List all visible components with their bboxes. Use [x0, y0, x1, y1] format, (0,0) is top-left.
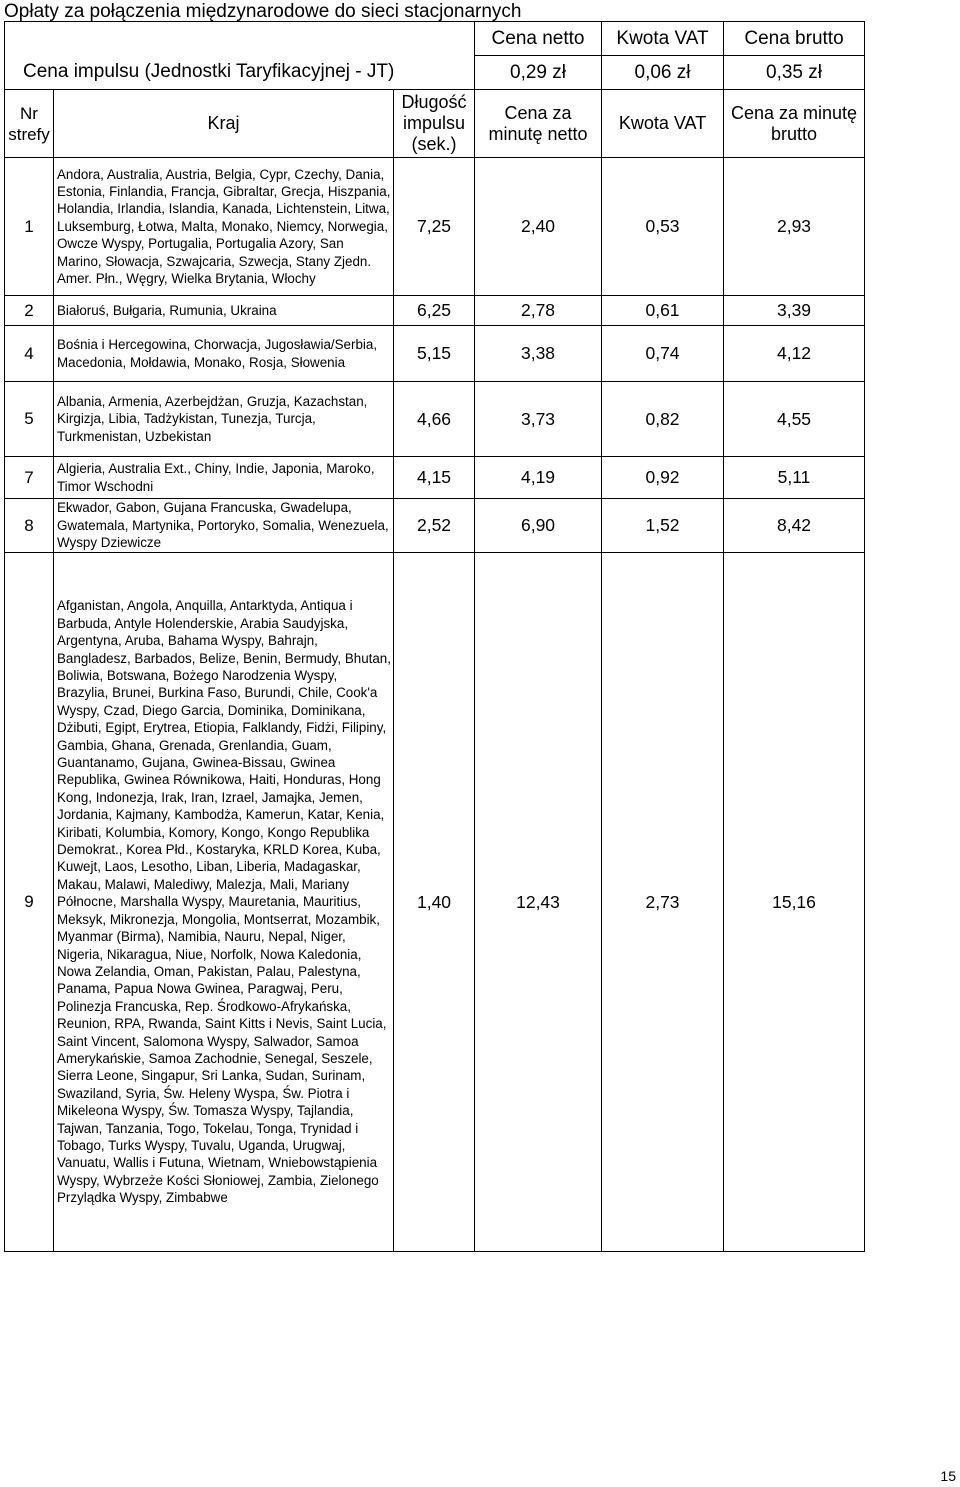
table-row [5, 326, 865, 382]
vat-amount: 2,73 [602, 553, 724, 1252]
page-number: 15 [940, 1468, 956, 1484]
impulse-price-row [5, 56, 865, 90]
col-gross-per-minute: Cena za minutę brutto [724, 90, 865, 158]
impulse-vat: 0,06 zł [602, 56, 724, 90]
country-list: Albania, Armenia, Azerbejdżan, Gruzja, Kazachstan, Kirgizja, Libia, Tadżykistan, Tunezja, Turcja, Turkmenistan, Uzbekistan [54, 382, 394, 457]
impulse-label: Cena impulsu (Jednostki Taryfikacyjnej - JT) [5, 56, 475, 90]
table-row [5, 457, 865, 499]
country-list: Bośnia i Hercegowina, Chorwacja, Jugosławia/Serbia, Macedonia, Mołdawia, Monako, Rosja, Słowenia [54, 326, 394, 382]
zone-number: 7 [5, 457, 54, 499]
gross-price: 4,55 [724, 382, 865, 457]
impulse-length: 1,40 [394, 553, 475, 1252]
zone-number: 8 [5, 499, 54, 553]
net-price: 4,19 [475, 457, 602, 499]
impulse-length: 6,25 [394, 296, 475, 326]
zone-number: 5 [5, 382, 54, 457]
vat-amount: 0,82 [602, 382, 724, 457]
gross-price: 2,93 [724, 158, 865, 296]
gross-price: 4,12 [724, 326, 865, 382]
country-list: Białoruś, Bułgaria, Rumunia, Ukraina [54, 296, 394, 326]
gross-price: 15,16 [724, 553, 865, 1252]
table-row [5, 382, 865, 457]
impulse-net: 0,29 zł [475, 56, 602, 90]
tariff-table [4, 21, 865, 1252]
net-price: 2,40 [475, 158, 602, 296]
vat-amount: 0,92 [602, 457, 724, 499]
price-header-row [5, 22, 865, 56]
net-price: 2,78 [475, 296, 602, 326]
impulse-gross: 0,35 zł [724, 56, 865, 90]
country-list: Andora, Australia, Austria, Belgia, Cypr, Czechy, Dania, Estonia, Finlandia, Francja, Gibraltar, Grecja, Hiszpania, Holandia, Irlandia, Islandia, Kanada, Lichtenstein, Litwa, Luksemburg, Łotwa, Malta, Monako, Niemcy, Norwegia, Owcze Wyspy, Portugalia, Portugalia Azory, San Marino, Słowacja, Szwajcaria, Szwecja, Stany Zjedn. Amer. Płn., Węgry, Wielka Brytania, Włochy [54, 158, 394, 296]
col-impulse-length: Długość impulsu (sek.) [394, 90, 475, 158]
impulse-length: 7,25 [394, 158, 475, 296]
gross-price: 5,11 [724, 457, 865, 499]
table-row [5, 296, 865, 326]
net-price: 6,90 [475, 499, 602, 553]
table-row [5, 499, 865, 553]
table-row [5, 158, 865, 296]
net-price: 12,43 [475, 553, 602, 1252]
impulse-length: 2,52 [394, 499, 475, 553]
impulse-length: 5,15 [394, 326, 475, 382]
net-price: 3,38 [475, 326, 602, 382]
col-zone: Nr strefy [5, 90, 54, 158]
header-gross: Cena brutto [724, 22, 865, 56]
net-price: 3,73 [475, 382, 602, 457]
col-country: Kraj [54, 90, 394, 158]
impulse-length: 4,15 [394, 457, 475, 499]
vat-amount: 0,74 [602, 326, 724, 382]
zone-number: 2 [5, 296, 54, 326]
column-header-row [5, 90, 865, 158]
impulse-length: 4,66 [394, 382, 475, 457]
table-row [5, 553, 865, 1252]
gross-price: 8,42 [724, 499, 865, 553]
country-list: Ekwador, Gabon, Gujana Francuska, Gwadelupa, Gwatemala, Martynika, Portoryko, Somalia, Wenezuela, Wyspy Dziewicze [54, 499, 394, 553]
gross-price: 3,39 [724, 296, 865, 326]
country-list: Algieria, Australia Ext., Chiny, Indie, Japonia, Maroko, Timor Wschodni [54, 457, 394, 499]
col-net-per-minute: Cena za minutę netto [475, 90, 602, 158]
header-net: Cena netto [475, 22, 602, 56]
vat-amount: 0,61 [602, 296, 724, 326]
zone-number: 9 [5, 553, 54, 1252]
vat-amount: 0,53 [602, 158, 724, 296]
page-title: Opłaty za połączenia międzynarodowe do sieci stacjonarnych [4, 1, 522, 22]
zone-number: 4 [5, 326, 54, 382]
header-vat: Kwota VAT [602, 22, 724, 56]
col-vat: Kwota VAT [602, 90, 724, 158]
zone-number: 1 [5, 158, 54, 296]
country-list: Afganistan, Angola, Anquilla, Antarktyda, Antiqua i Barbuda, Antyle Holenderskie, Arabia Saudyjska, Argentyna, Aruba, Bahama Wyspy, Bahrajn, Bangladesz, Barbados, Belize, Benin, Bermudy, Bhutan, Boliwia, Botswana, Bożego Narodzenia Wyspy, Brazylia, Brunei, Burkina Faso, Burundi, Chile, Cook'a Wyspy, Czad, Diego Garcia, Dominika, Dominikana, Dżibuti, Egipt, Erytrea, Etiopia, Falklandy, Fidżi, Filipiny, Gambia, Ghana, Grenada, Grenlandia, Guam, Guantanamo, Gujana, Gwinea-Bissau, Gwinea Republika, Gwinea Równikowa, Haiti, Honduras, Hong Kong, Indonezja, Irak, Iran, Izrael, Jamajka, Jemen, Jordania, Kajmany, Kambodża, Kamerun, Katar, Kenia, Kiribati, Kolumbia, Komory, Kongo, Kongo Republika Demokrat., Korea Płd., Kostaryka, KRLD Korea, Kuba, Kuwejt, Laos, Lesotho, Liban, Liberia, Madagaskar, Makau, Malawi, Malediwy, Malezja, Mali, Mariany Północne, Marshalla Wyspy, Mauretania, Mauritius, Meksyk, Mikronezja, Mongolia, Montserrat, Mozambik, Myanmar (Birma), Namibia, Nauru, Nepal, Niger, Nigeria, Nikaragua, Niue, Norfolk, Nowa Kaledonia, Nowa Zelandia, Oman, Pakistan, Palau, Palestyna, Panama, Papua Nowa Gwinea, Paragwaj, Peru, Polinezja Francuska, Rep. Środkowo-Afrykańska, Reunion, RPA, Rwanda, Saint Kitts i Nevis, Saint Lucia, Saint Vincent, Salomona Wyspy, Salwador, Samoa Amerykańskie, Samoa Zachodnie, Senegal, Seszele, Sierra Leone, Singapur, Sri Lanka, Sudan, Surinam, Swaziland, Syria, Św. Heleny Wyspa, Św. Piotra i Mikeleona Wyspy, Św. Tomasza Wyspy, Tajlandia, Tajwan, Tanzania, Togo, Tokelau, Tonga, Trynidad i Tobago, Turks Wyspy, Tuvalu, Uganda, Urugwaj, Vanuatu, Wallis i Futuna, Wietnam, Wniebowstąpienia Wyspy, Wybrzeże Kości Słoniowej, Zambia, Zielonego Przylądka Wyspy, Zimbabwe [54, 553, 394, 1252]
vat-amount: 1,52 [602, 499, 724, 553]
